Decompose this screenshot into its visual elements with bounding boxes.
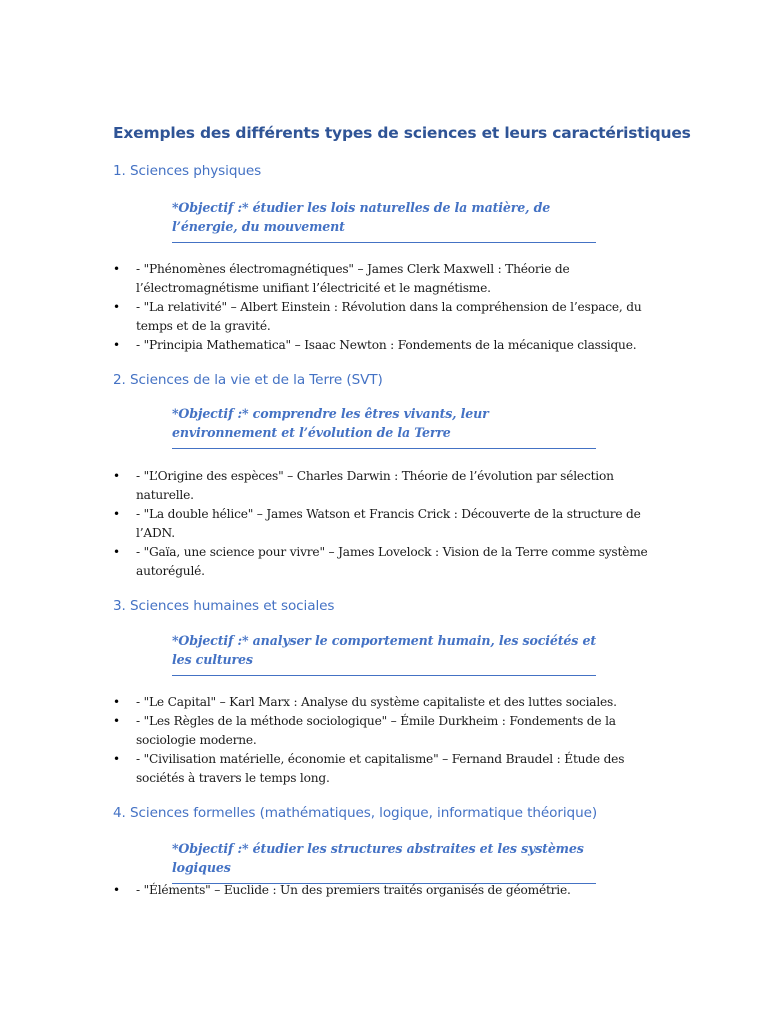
bullet-list-formal-sciences xyxy=(113,881,653,900)
bullet-icon: • xyxy=(113,714,120,728)
list-item xyxy=(113,750,653,788)
list-item xyxy=(113,712,653,750)
list-item-text: - "Gaïa, une science pour vivre" – James Lovelock : Vision de la Terre comme système autorégulé. xyxy=(136,545,648,578)
list-item-text: - "Principia Mathematica" – Isaac Newton : Fondements de la mécanique classique. xyxy=(136,338,637,352)
bullet-list-physical-sciences xyxy=(113,260,653,355)
list-item-text: - "La double hélice" – James Watson et Francis Crick : Découverte de la structure de l’ADN. xyxy=(136,507,641,540)
section-objective-human-social-sciences: *Objectif :* analyser le comportement humain, les sociétés et les cultures xyxy=(172,631,596,676)
list-item-text: - "Éléments" – Euclide : Un des premiers traités organisés de géométrie. xyxy=(136,883,571,897)
bullet-list-life-earth-sciences xyxy=(113,467,653,581)
list-item-text: - "L’Origine des espèces" – Charles Darwin : Théorie de l’évolution par sélection naturelle. xyxy=(136,469,614,502)
list-item xyxy=(113,693,653,712)
section-objective-life-earth-sciences: *Objectif :* comprendre les êtres vivants, leur environnement et l’évolution de la Terre xyxy=(172,404,596,449)
section-heading-life-earth-sciences: 2. Sciences de la vie et de la Terre (SVT) xyxy=(113,372,383,388)
document-title: Exemples des différents types de sciences et leurs caractéristiques xyxy=(113,124,691,142)
bullet-icon: • xyxy=(113,507,120,521)
list-item-text: - "La relativité" – Albert Einstein : Révolution dans la compréhension de l’espace, du temps et de la gravité. xyxy=(136,300,642,333)
list-item-text: - "Civilisation matérielle, économie et capitalisme" – Fernand Braudel : Étude des sociétés à travers le temps long. xyxy=(136,752,625,785)
list-item xyxy=(113,336,653,355)
bullet-icon: • xyxy=(113,300,120,314)
list-item-text: - "Phénomènes électromagnétiques" – James Clerk Maxwell : Théorie de l’électromagnétisme unifiant l’électricité et le magnétisme. xyxy=(136,262,570,295)
list-item xyxy=(113,505,653,543)
list-item xyxy=(113,298,653,336)
section-objective-physical-sciences: *Objectif :* étudier les lois naturelles de la matière, de l’énergie, du mouvement xyxy=(172,198,596,243)
bullet-list-human-social-sciences xyxy=(113,693,653,788)
list-item xyxy=(113,260,653,298)
list-item-text: - "Les Règles de la méthode sociologique" – Émile Durkheim : Fondements de la sociologie moderne. xyxy=(136,714,616,747)
bullet-icon: • xyxy=(113,695,120,709)
bullet-icon: • xyxy=(113,262,120,276)
bullet-icon: • xyxy=(113,752,120,766)
list-item xyxy=(113,543,653,581)
bullet-icon: • xyxy=(113,545,120,559)
list-item xyxy=(113,881,653,900)
list-item-text: - "Le Capital" – Karl Marx : Analyse du système capitaliste et des luttes sociales. xyxy=(136,695,617,709)
section-objective-formal-sciences: *Objectif :* étudier les structures abstraites et les systèmes logiques xyxy=(172,839,596,884)
bullet-icon: • xyxy=(113,883,120,897)
list-item xyxy=(113,467,653,505)
section-heading-formal-sciences: 4. Sciences formelles (mathématiques, logique, informatique théorique) xyxy=(113,805,598,821)
bullet-icon: • xyxy=(113,338,120,352)
bullet-icon: • xyxy=(113,469,120,483)
section-heading-human-social-sciences: 3. Sciences humaines et sociales xyxy=(113,598,335,614)
section-heading-physical-sciences: 1. Sciences physiques xyxy=(113,163,262,179)
